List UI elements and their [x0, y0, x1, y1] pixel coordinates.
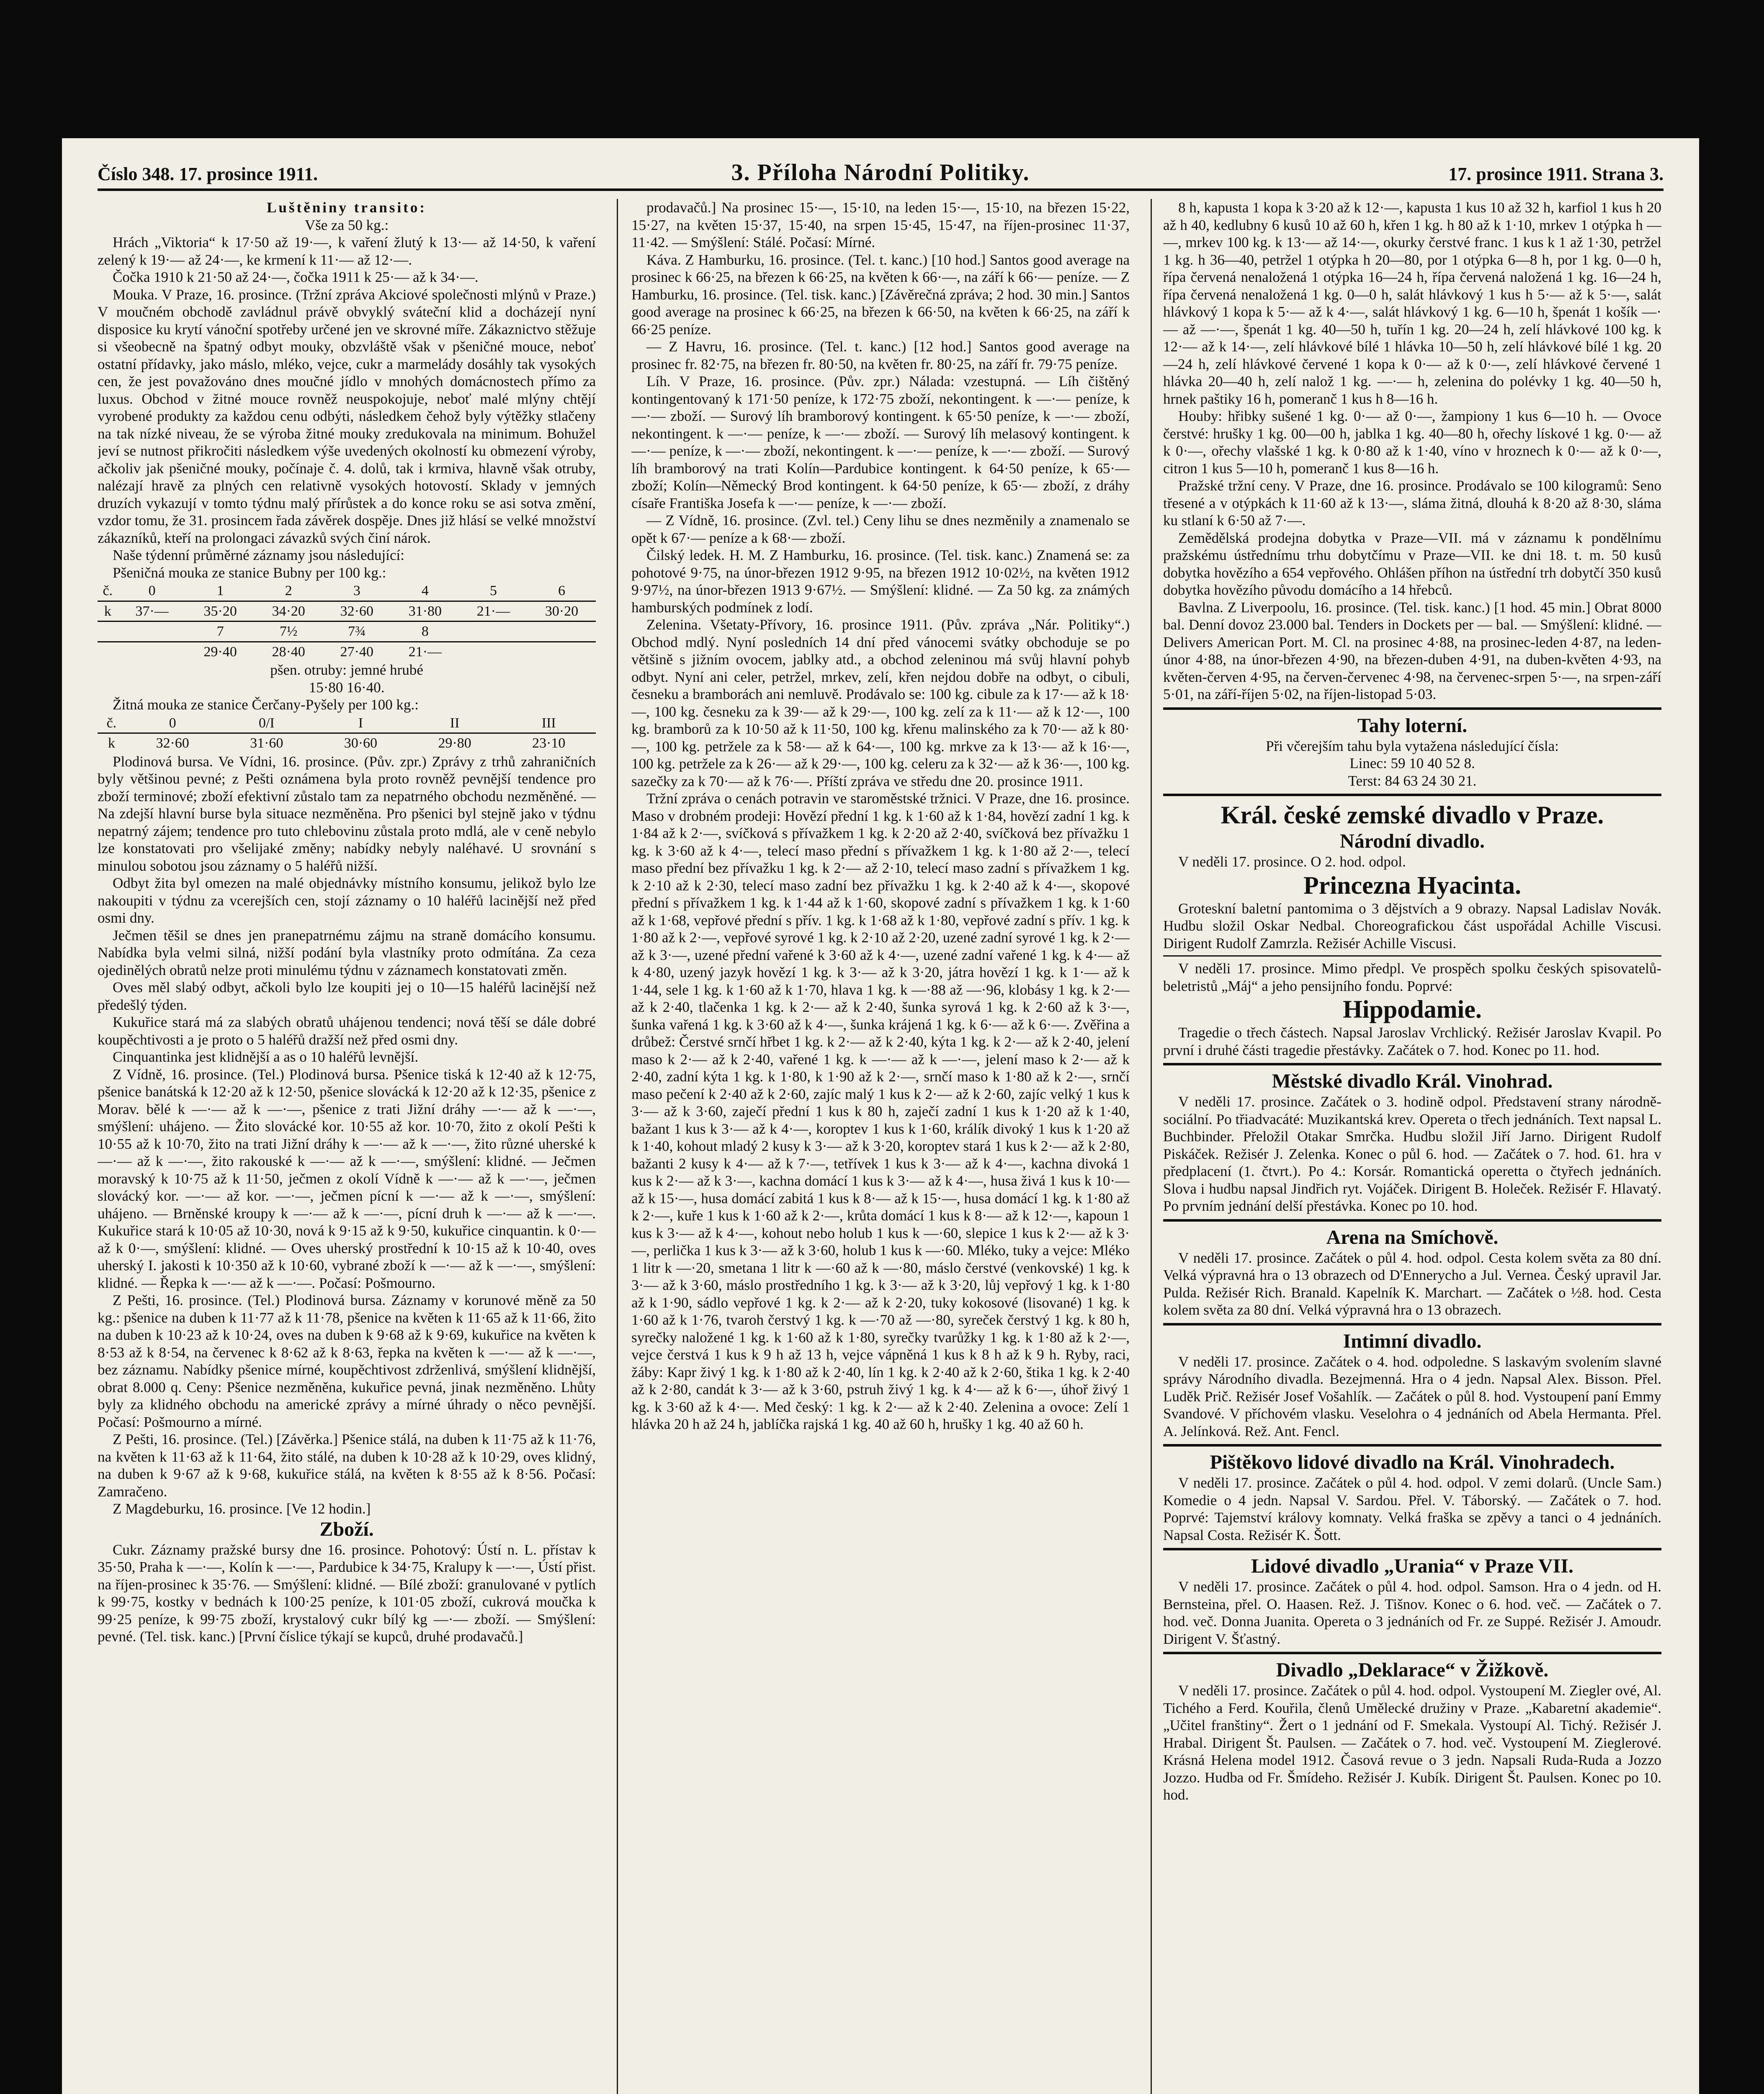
theatre-listing: V neděli 17. prosince. Začátek o půl 4. hod. odpol. Samson. Hra o 4 jedn. od H. Bernsteina, přel. O. Haasen. Rež. J. Tišnov. Konec o 6. hod. več. — Začátek o 7. hod. več. Donna Juanita. Opereta o 3 jednáních od Fr. ze Suppé. Režisér J. Amoudr. Dirigent V. Šťastný. [1163, 1578, 1661, 1647]
section-title-lottery: Tahy loterní. [1357, 714, 1468, 737]
table-cell: 4 [391, 581, 459, 601]
table-cell: 5 [459, 581, 528, 601]
table-cell: 31·80 [391, 601, 459, 621]
wheat-flour-table [98, 581, 596, 661]
article-vienna-spirits: — Z Vídně, 16. prosince. (Zvl. tel.) Ceny lihu se dnes nezměnily a znamenalo se opět k 67·— peníze a k 68·— zboží. [631, 512, 1130, 546]
article-nitrate: Čilský ledek. H. M. Z Hamburku, 16. prosince. (Tel. tisk. kanc.) Znamená se: za pohotové 9·75, na únor-březen 1912 9·95, na březen 1912 10·02½, na květen 1912 9·97½, na únor-březen 1913 9·67½. — Smýšlení: klidné. — Za 50 kg. za známých hamburských podmínek z lodí. [631, 547, 1130, 616]
theatre-heading: Král. české zemské divadlo v Praze. [1221, 801, 1604, 829]
rye-flour-table [98, 714, 596, 753]
table-cell: 21·— [408, 644, 442, 660]
article-pest-bourse: Z Pešti, 16. prosince. (Tel.) Plodinová bursa. Záznamy v korunové měně za 50 kg.: pšenice na duben k 11·77 až k 11·78, pšenice na květen k 11·65 až k 11·66, žito na duben k 10·23 až k 10·24, oves na duben k 9·68 až k 9·69, kukuřice na květen k 8·53 až k 8·54, na červenec k 8·62 až k 8·63, řepka na květen k —·— až k —·—, bez záznamu. Nabídky pšenice mírné, koupěchtivost zdrženlivá, smýšlení klidnější, obrat 8.000 q. Ceny: Pšenice nezměněna, kukuřice pevná, jinak nezměněno. Lhůty byly za klidného obchodu na americké zprávy a mírné úhrady o něco pevnější. Počasí: Pošmourno a mírné. [98, 1292, 596, 1430]
table-cell: 1 [186, 581, 255, 601]
theatre-name: Národní divadlo. [1340, 830, 1485, 852]
issue-number: Číslo 348. 17. prosince 1911. [98, 164, 318, 184]
table-cell: k [108, 735, 115, 751]
column-2 [631, 199, 1130, 2094]
article-plodinova-bursa: Plodinová bursa. Ve Vídni, 16. prosince. (Pův. zpr.) Zprávy z trhů zahraničních byly většinou pevné; z Pešti oznámena byla proto rovněž pevnější tendence pro zboží terminové; zboží efektivní zůstalo tam za nepatrného obchodu nezměněné. — Na zdejší hlavní burse byla situace nezměněna. Pro pšenici byl stejně jako v týdnu nepatrný zájem; tendence pro tuto chlebovinu zůstala proto mdlá, ale v ceně nebylo lze konstatovati pro všelijaké změny; nabídky nebyly naléhavé. U srovnání s minulou sobotou jsou záznamy o 5 haléřů nižší. [98, 753, 596, 874]
column-3 [1163, 199, 1661, 2094]
article-sugar: Cukr. Záznamy pražské bursy dne 16. prosince. Pohotový: Ústí n. L. přístav k 35·50, Praha k —·—, Kolín k —·—, Pardubice k 34·75, Kralupy k —·—, Ústí přist. na říjen-prosinec k 35·76. — Smýšlení: klidné. — Bílé zboží: granulované v pytlích k 99·75, kostky v bednách k 100·25 peníze, k 101·05 zboží, cukrová moučka k 99·25 peníze, k 99·75 zboží, krystalový cukr bílý kg —·— zboží. — Smýšlení: pevné. (Tel. tisk. kanc.) [První číslice týkají se kupců, druhé prodavačů.] [98, 1541, 596, 1645]
theatre-listing: V neděli 17. prosince. Začátek o 3. hodině odpol. Představení strany národně-sociální. Po třiadvacáté: Muzikantská krev. Opereta o třech jednáních. Text napsal L. Buchbinder. Přeložil Otakar Smrčka. Hudbu složil Jiří Jarno. Dirigent Rudolf Piskáček. Režisér J. Zelenka. Konec o půl 6. hod. — Začátek o 7. hod. 61. hra v předplacení (1. čtvrt.). Po 4.: Korsár. Romantická operetta o čtyřech jednáních. Slova i hudbu napsal Jindřich ryt. Vojáček. Dirigent B. Holeček. Režisér F. Hlavatý. Po prvním jednání delší přestávka. Konec po 10. hod. [1163, 1093, 1661, 1214]
play-title: Hippodamie. [1343, 995, 1482, 1023]
article-mushrooms-fruit: Houby: hřibky sušené 1 kg. 0·— až 0·—, žampiony 1 kus 6—10 h. — Ovoce čerstvé: hrušky 1 kg. 00—00 h, jablka 1 kg. 40—80 h, ořechy lískové 1 kg. 0·— až k 0·—, ořechy vlašské 1 kg. k 0·80 až k 1·40, víno v hroznech k 0·— až k 0·—, citron 1 kus 5—10 h, pomeranč 1 kus 8—16 h. [1163, 408, 1661, 477]
table-cell: 34·20 [255, 601, 323, 621]
theatre-listing: V neděli 17. prosince. Začátek o půl 4. hod. odpol. Cesta kolem světa za 80 dní. Velká výpravná hra o 13 obrazech od D'Ennerycho a Jul. Vernea. Český upravil Jar. Pulda. Režisér Rich. Branald. Kapelník K. Marchart. — Začátek o ½8. hod. Cesta kolem světa za 80 dní. Velká výpravná hra o 13 obrazech. [1163, 1249, 1661, 1318]
lottery-linz: Linec: 59 10 40 52 8. [1349, 755, 1475, 771]
theatre-name: Lidové divadlo „Urania“ v Praze VII. [1251, 1555, 1573, 1577]
table-cell: 31·60 [250, 735, 283, 751]
table-cell: 7½ [255, 621, 323, 642]
article-paragraph: Naše týdenní průměrné záznamy jsou následující: [113, 547, 404, 563]
lottery-trieste: Terst: 84 63 24 30 21. [1348, 772, 1477, 789]
theatre-listing: V neděli 17. prosince. O 2. hod. odpol. [1178, 854, 1406, 870]
article-magdeburg: Z Magdeburku, 16. prosince. [Ve 12 hodin.] [113, 1501, 371, 1517]
section-rule [1163, 707, 1661, 710]
article-cattle: Zemědělská prodejna dobytka v Praze—VII. má v záznamu k pondělnímu pražskému ústřednímu trhu dobytčímu v Praze—VII. ke dni 18. t. m. 50 kusů dobytka hovězího a 654 vepřového. Ohlášen příhon na ústřední trh dobytčí 350 kusů dobytka hovězího původu domácího a 14 hřebců. [1163, 529, 1661, 598]
table-cell: 35·20 [186, 601, 255, 621]
table-cell: 32·60 [323, 601, 391, 621]
article-paragraph: Kukuřice stará má za slabých obratů uhájenou tendenci; nová těší se dále dobré koupěchtivosti a je proto o 5 haléřů dražší než před osmi dny. [98, 1014, 596, 1048]
table-cell: 30·60 [344, 735, 378, 751]
table-cell: 0/I [219, 714, 314, 733]
table-cell: 3 [323, 581, 391, 601]
bran-heading: pšen. otruby: jemné hrubé [270, 662, 423, 678]
theatre-listing: V neděli 17. prosince. Začátek o půl 4. hod. odpol. V zemi dolarů. (Uncle Sam.) Komedie o 4 jedn. Napsal V. Sardou. Přel. V. Táborský. — Začátek o 7. hod. Poprvé: Tajemství královy komnaty. Velká fraška se zpěvy a tanci o 4 jednáních. Napsal Costa. Režisér K. Šott. [1163, 1475, 1661, 1543]
section-title-lusteniny: Luštěniny transito: [267, 199, 427, 216]
table-cell: k [98, 601, 118, 621]
section-rule [1163, 1063, 1661, 1065]
article-havre: — Z Havru, 16. prosince. (Tel. t. kanc.) [12 hod.] Santos good average na prosinec fr. 82·75, na březen fr. 80·50, na květen fr. 80·25, na září fr. 79·75 peníze. [631, 338, 1130, 372]
newspaper-page [62, 138, 1699, 2094]
table-cell: 7 [186, 621, 255, 642]
table-cell: I [314, 714, 408, 733]
table-cell: č. [98, 581, 118, 601]
table-cell: 29·80 [438, 735, 471, 751]
article-spirits: Líh. V Praze, 16. prosince. (Pův. zpr.) Nálada: vzestupná. — Líh čištěný kontingentovaný k 171·50 peníze, k 172·75 zboží, nekontingent. k —·— peníze, k —·— zboží. — Surový líh bramborový kontingent. k 65·50 peníze, k —·— zboží, nekontingent. k —·— peníze, k —·— zboží. — Surový líh melasový kontingent. k —·— peníze, k —·— zboží, nekontingent. k —·— peníze, k —·— zboží. — Surový líh bramborový na trati Kolín—Pardubice kontingent. k 64·50 peníze, k 65·— zboží; Kolín—Německý Brod kontingent. k 64·50 peníze, k 65·— zboží, z dráhy císaře Františka Josefa k —·— peníze, k —·— zboží. [631, 373, 1130, 511]
supplement-title: 3. Příloha Národní Politiky. [731, 160, 1030, 186]
article-cocka: Čočka 1910 k 21·50 až 24·—, čočka 1911 k 25·— až k 34·—. [113, 269, 479, 285]
theatre-listing: Tragedie o třech částech. Napsal Jaroslav Vrchlický. Režisér Jaroslav Kvapil. Po první i druhé části tragedie přestávky. Začátek o 7. hod. Konec po 11. hod. [1163, 1024, 1661, 1058]
article-market-prices: Tržní zpráva o cenách potravin ve staroměstské tržnici. V Praze, dne 16. prosince. Maso v drobném prodeji: Hovězí přední 1 kg. k 1·60 až k 1·84, hovězí zadní 1 kg. k 1·84 až k 2·—, svíčková s přívažkem 1 kg. k 2·20 až 2·40, svíčková bez přívažku 1 kg. k 3·60 až k 4·—, telecí maso přední s přívažkem 1 kg. k 1·80 až 2·—, telecí maso přední bez přívažku 1 kg. k 2·— až 2·10, telecí maso zadní s přívažkem 1 kg. k 2·10 až k 2·30, telecí maso zadní bez přívažku 1 kg. k 2·40 až k 4·—, skopové přední s přívažkem 1 kg. k 1·44 až k 1·60, skopové zadní s přívažkem 1 kg. k 1·60 až k 1·68, vepřové přední s přív. 1 kg. k 1·68 až k 1·80, vepřové zadní s přív. 1 kg. k 1·80 až k 2·—, vepřové syrové 1 kg. k 2·10 až 2·20, uzené zadní syrové 1 kg. k 2·— až k 3·—, uzené přední vařené k 3·60 až k 4·—, uzené zadní vařené 1 kg. k 4·— až k 4·80, uzený jazyk hovězí 1 kg. k 3·— až k 3·20, játra hovězí 1 kg. k 1·— až k 1·44, sele 1 kg. k 1·60 až k 1·70, hlava 1 kg. k —·88 až —·96, klobásy 1 kg. k 2·— až k 2·40, tlačenka 1 kg. k 2·— až k 2·40, šunka syrová 1 kg. k 2·60 až k 3·—, šunka vařená 1 kg. k 3·60 až k 4·—, šunka krájená 1 kg. k 6·— až k 6·—. Zvěřina a drůbež: Čerstvé srnčí hřbet 1 kg. k 2·— až k 2·40, kýta 1 kg. k 2·— až k 2·40, jelení maso k 2·— až k 2·40, vařené 1 kg. k —·— až k —·—, jelení maso k 2·— až k 2·40, zadní kýta 1 kg. k 1·80, k 1·90 až k 2·—, srnčí maso k 1·80 až k 2·—, srnčí maso pečení k 2·40 až k 2·60, zajíc malý 1 kus k 2·— až k 2·60, zajíc velký 1 kus k 3·— až k 3·60, zaječí přední 1 kus k 80 h, zaječí zadní 1 kus k 1·20 až k 1·40, bažant 1 kus k 3·— až k 4·—, koroptev 1 kus k 1·60, králík divoký 1 kus k 1·20 až k 1·40, kohout mladý 2 kusy k 3·— až k 3·20, koroptev stará 1 kus k 2·— až k 2·80, bažanti 2 kusy k 4·— až k 7·—, tetřívek 1 kus k 3·— až k 4·—, kachna divoká 1 kus k 2·— až k 3·—, kachna domácí 1 kus k 3·— až k 4·—, husa živá 1 kus k 10·— až k 15·—, husa domácí zabitá 1 kus k 8·— až k 15·—, husa domácí 1 kg. k 1·80 až k 2·—, kuře 1 kus k 1·60 až k 2·—, krůta domácí 1 kus k 8·— až k 12·—, kapoun 1 kus k 3·— až k 4·—, kohout nebo holub 1 kus k —·60, slepice 1 kus k 2·— až k 3·—, perlička 1 kus k 3·— až k 3·60, holub 1 kus k —·60. Mléko, tuky a vejce: Mléko 1 litr k —·20, smetana 1 litr k —·60 až k —·80, máslo čerstvé (venkovské) 1 kg. k 3·— až k 3·60, máslo prostředního 1 kg. k 3·— až k 3·20, lůj vepřový 1 kg. k 1·80 až k 1·90, sádlo vepřové 1 kg. k 2·— až k 2·20, tuky kokosové (lisované) 1 kg. k 1·60 až k 1·76, tvaroh čerstvý 1 kg. k —·70 až —·80, syreček čerstvý 1 kg. k 80 h, syrečky naložené 1 kg. k 1·60 až k 1·80, syrečky tvarůžky 1 kg. k 1·80 až k 2·—, vejce čerstvá 1 kus k 9 h až 13 h, vejce vápněná 1 kus k 8 h až k 9 h. Ryby, raci, žáby: Kapr živý 1 kg. k 1·80 až k 2·40, lín 1 kg. k 2·40 až k 2·60, štika 1 kg. k 2·40 až k 2·80, candát k 3·— až k 3·60, pstruh živý 1 kg. k 4·— až k 6·—, úhoř živý 1 kg. k 3·60 až k 4·—. Med český: 1 kg. k 2·— až k 2·40. Zelenina a ovoce: Zelí 1 hlávka 20 h až 24 h, jablíčka rajská 1 kg. 40 až 60 h, hrušky 1 kg. 40 až 60 h. [631, 790, 1130, 1432]
page-header [98, 155, 1664, 191]
section-rule [1163, 1444, 1661, 1447]
section-rule [1163, 1652, 1661, 1654]
lottery-intro: Při včerejším tahu byla vytažena následující čísla: [1266, 738, 1559, 754]
table-cell: 37·— [118, 601, 186, 621]
table-cell: II [408, 714, 502, 733]
article-prague-market: Pražské tržní ceny. V Praze, dne 16. prosince. Prodávalo se 100 kilogramů: Seno třesené a v otýpkách k 11·60 až k 13·—, sláma žitná, dlouhá k 8·20 až 8·30, sláma ku stlaní k 6·50 až 7·—. [1163, 477, 1661, 529]
section-rule [1163, 1219, 1661, 1222]
page-number: 17. prosince 1911. Strana 3. [1448, 164, 1664, 184]
section-title-zbozi: Zboží. [319, 1518, 374, 1540]
divider [1163, 955, 1661, 957]
column-divider [617, 199, 618, 2094]
theatre-name: Městské divadlo Král. Vinohrad. [1272, 1070, 1553, 1092]
table-cell: 27·40 [340, 644, 373, 660]
article-paragraph: Oves měl slabý odbyt, ačkoli bylo lze koupiti jej o 10—15 haléřů lacinější než předešlý týden. [98, 979, 596, 1013]
article-pest-closing: Z Pešti, 16. prosince. (Tel.) [Závěrka.] Pšenice stálá, na duben k 11·75 až k 11·76, na květen k 11·63 až k 11·64, žito stálé, na duben k 10·28 až k 10·29, oves klidný, na duben k 9·67 až k 9·68, kukuřice stálá, na květen k 8·55 až k 8·56. Počasí: Zamračeno. [98, 1431, 596, 1500]
article-vegetables: Zelenina. Všetaty-Přívory, 16. prosince 1911. (Pův. zpráva „Nár. Politiky“.) Obchod mdlý. Nyní posledních 14 dní před vánocemi svátky obchoduje se po většině s jižním ovocem, jablky atd., a obchod zeleninou má svůj hlavní pohyb odbyt. Nyní ani celer, petržel, mrkev, zelí, křen nejdou dobře na odbyt, o cibuli, česneku a bramborách ani nemluvě. Prodávalo se: 100 kg. cibule za k 17·— až k 18·—, 100 kg. česneku za k 39·— až k 29·—, 100 kg. zelí za k 11·— až k 12·—, 100 kg. bramborů za k 10·50 až k 11·50, 100 kg. křenu malinského za k 70·— až k 80·—, 100 kg. petržele za k 58·— až k 64·—, 100 kg. mrkve za k 13·— až k 16·—, 100 kg. petržele za k 26·— až k 29·—, 100 kg. celeru za k 32·— až k 36·—, 100 kg. sazečky za k 70·— až k 76·—. Příští zpráva ve středu dne 20. prosince 1911. [631, 616, 1130, 789]
section-rule [1163, 1323, 1661, 1326]
table-caption: Žitná mouka ze stanice Čerčany-Pyšely per 100 kg.: [113, 696, 419, 713]
theatre-listing: V neděli 17. prosince. Začátek o půl 4. hod. odpol. Vystoupení M. Ziegler ové, Al. Tichého a Ferd. Kouřila, členů Umělecké družiny v Praze. „Kabaretní akademie“. „Učitel franštiny“. Žert o 1 jednání od F. Smekala. Vystoupí Al. Tichý. Režisér J. Hrabal. Dirigent Št. Paulsen. — Začátek o 7. hod. več. Vystoupení M. Zieglerové. Krásná Helena model 1912. Časová revue o 3 jedn. Napsali Ruda-Ruda a Jozzo Jozzo. Hudba od Fr. Šmídeho. Režisér J. Kubík. Dirigent Št. Paulsen. Konec po 10. hod. [1163, 1682, 1661, 1803]
table-caption: Pšeničná mouka ze stanice Bubny per 100 kg.: [113, 564, 386, 581]
article-vienna-bourse: Z Vídně, 16. prosince. (Tel.) Plodinová bursa. Pšenice tiská k 12·40 až k 12·75, pšenice banátská k 12·20 až k 12·50, pšenice slovácká k 12·20 až k 12·35, pšenice z Morav. bělé k —·— až k —·—, pšenice z trati Jižní dráhy —·— až k —·—, smýšlení: uhájeno. — Žito slovácké kor. 10·55 až kor. 10·70, žito z okolí Pešti k 10·55 až k 10·70, žito na trati Jižní dráhy k —·— až k —·—, žito různé uherské k —·— až k —·—, žito rakouské k —·— až k —·—, smýšlení: klidné. — Ječmen moravský k 10·75 až k 11·50, ječmen z okolí Vídně k —·— až k —·—, ječmen slovácký kor. —·— až kor. —·—, ječmen pícní k —·— až k —·—, smýšlení: uhájeno. — Brněnské kroupy k —·— až k —·—, pícní druh k —·— až k —·—. Kukuřice stará k 10·05 až 10·30, nová k 9·15 až k 9·50, kukuřice cinquantin. k 0·— až k 0·—, smýšlení: klidné. — Oves uherský prostřední k 10·15 až k 10·40, oves uherský I. jakosti k 10·350 až k 10·60, vybrané zboží k —·— až k —·—, smýšlení: klidné. — Řepka k —·— až k —·—. Počasí: Pošmourno. [98, 1066, 596, 1291]
column-divider [1151, 199, 1152, 2094]
article-continuation: 8 h, kapusta 1 kopa k 3·20 až k 12·—, kapusta 1 kus 10 až 32 h, karfiol 1 kus h 20 až h 40, kedlubny 6 kusů 10 až 60 h, křen 1 kg. h 80 až k 1·10, mrkev 1 otýpka h — —, mrkev 100 kg. k 13·— až 14·—, okurky čerstvé franc. 1 kus k 1 až 1·30, petržel 1 kg. h 36—40, petržel 1 otýpka h 20—80, por 1 otýpka 6—8 h, por 1 kg. 0—0 h, řípa červená nenaložená 1 otýpka 16—24 h, řípa červená naložená 1 kg. 16—24 h, řípa červená nenaložená 1 kg. 0—0 h, salát hlávkový 1 kus h 5·— až k 5·—, salát hlávkový 1 kopa k 5·— až k 4·—, salát hlávkový 1 kg. 6—10 h, špenát 1 košík —·— až —·—, špenát 1 kg. 40—50 h, tuřín 1 kg. 20—24 h, zelí hlávkové 100 kg. k 12·— až k 14·—, zelí hlávkové bílé 1 hlávka 10—50 h, zelí hlávkové bílé 1 kg. 20—24 h, zelí hlávkové červené 1 kopa k 0·— až k 0·—, zelí hlávkové červené 1 hlávka 20—40 h, zelí nalož 1 kg. —·— h, zelenina do polévky 1 kg. 40—50 h, hrnek paštiky 16 h, pomeranč 1 kus h 8—16 h. [1163, 199, 1661, 407]
table-cell: 8 [391, 621, 459, 642]
table-cell: 28·40 [272, 644, 305, 660]
table-cell: 2 [255, 581, 323, 601]
article-paragraph: Ječmen těšil se dnes jen pranepatrnému zájmu na straně domácího konsumu. Nabídka byla velmi silná, nižší podání byla vlastníky proto odmítána. Za ceza ojedinělých obratů nelze proti minulému týdnu v záznamech konstatovati změn. [98, 927, 596, 978]
table-cell: III [502, 714, 596, 733]
play-title: Princezna Hyacinta. [1303, 871, 1521, 899]
theatre-name: Divadlo „Deklarace“ v Žižkově. [1276, 1659, 1549, 1681]
section-rule [1163, 1548, 1661, 1550]
theatre-name: Pištěkovo lidové divadlo na Král. Vinohradech. [1210, 1451, 1615, 1473]
table-cell: 0 [126, 714, 220, 733]
section-rule [1163, 794, 1661, 796]
column-1 [98, 199, 596, 2094]
theatre-listing: Groteskní baletní pantomima o 3 dějstvích a 9 obrazy. Napsal Ladislav Novák. Hudbu složil Oskar Nedbal. Choreografickou část uspořádal Achille Viscusi. Dirigent Rudolf Zamrzla. Režisér Achille Viscusi. [1163, 900, 1661, 952]
table-cell: 29·40 [203, 644, 237, 660]
table-cell: č. [98, 714, 126, 733]
bran-values: 15·80 16·40. [309, 679, 385, 696]
theatre-name: Intimní divadlo. [1343, 1330, 1482, 1352]
table-cell: 6 [528, 581, 596, 601]
article-mouka: Mouka. V Praze, 16. prosince. (Tržní zpráva Akciové společnosti mlýnů v Praze.) V moučném obchodě zavládnul právě obvyklý sváteční klid a docházejí nyní disposice ku krytí vánoční spotřeby určené jen ve skrovné míře. Zákaznictvo stěžuje si všeobecně na špatný odbyt mouky, obzvláště však v pšeničné mouce, neboť ostatní přídavky, jako máslo, mléko, vejce, cukr a marmelády dosáhly tak vysokých cen, že jest považováno dnes moučné jídlo v mnohých domácnostech přímo za luxus. Obchod v žitné mouce rovněž neuspokojuje, neboť malé mlýny chtějí vyrobené produkty za každou cenu odbýti, následkem čehož byly výtěžky stlačeny na tak nízké niveau, že se výroba žitné mouky zredukovala na minimum. Bohužel jeví se nutnost přikročiti následkem výše uvedených okolností ku obmezení výroby, ačkoliv jak pšeničné mouky, počínaje č. 4. dolů, tak i krmiva, hlavně však otruby, nalézají hravě za plných cen relativně vysokých hotovostí. Sklady v jemných druzích vykazují v tomto týdnu malý přírůstek a do konce roku se asi sotva změní, vzdor tomu, že 31. prosincem řada závěrek dospěje. Dnes již hlásí se velké množství zákazníků, kteří na prolongaci závazků svých činí nárok. [98, 286, 596, 546]
article-coffee: Káva. Z Hamburku, 16. prosince. (Tel. t. kanc.) [10 hod.] Santos good average na prosinec k 66·25, na březen k 66·25, na květen k 66·—, na září k 66·— peníze. — Z Hamburku, 16. prosince. (Tel. tisk. kanc.) [Závěrečná zpráva; 2 hod. 30 min.] Santos good average na prosinec k 66·25, na březen k 66·50, na květen k 66·25, na září k 66·25 peníze. [631, 251, 1130, 338]
theatre-listing: V neděli 17. prosince. Začátek o 4. hod. odpoledne. S laskavým svolením slavné správy Národního divadla. Bezejmenná. Hra o 4 jedn. Napsal Alex. Bisson. Přel. Luděk Prič. Režisér Josef Vošahlík. — Začátek o půl 8. hod. Vystoupení paní Emmy Svandové. V příchovém vlasku. Veselohra o 4 jednáních od Abela Hermanta. Přel. A. Jelínková. Rež. Ant. Fencl. [1163, 1353, 1661, 1439]
table-cell: 23·10 [532, 735, 566, 751]
table-cell: 21·— [459, 601, 528, 621]
subtitle: Vše za 50 kg.: [304, 217, 389, 233]
table-cell: 30·20 [528, 601, 596, 621]
theatre-listing: V neděli 17. prosince. Mimo předpl. Ve prospěch spolku českých spisovatelů-beletristů „Máj“ a jeho pensijního fondu. Poprvé: [1163, 960, 1661, 994]
article-paragraph: Odbyt žita byl omezen na malé objednávky místního konsumu, jelikož bylo lze nakoupiti v týdnu za vcerejších cen, stojí záznamy o 10 haléřů lacinější než před osmi dny. [98, 875, 596, 926]
article-continuation: prodavačů.] Na prosinec 15·—, 15·10, na leden 15·—, 15·10, na březen 15·22, 15·27, na květen 15·37, 15·40, na srpen 15·45, 15·47, na říjen-prosinec 11·37, 11·42. — Smýšlení: Stálé. Počasí: Mírné. [631, 199, 1130, 250]
article-hrach: Hrách „Viktoria“ k 17·50 až 19·—, k vaření žlutý k 13·— až 14·50, k vaření zelený k 19·— až 24·—, ke krmení k 11·— až 12·—. [98, 234, 596, 268]
article-paragraph: Cinquantinka jest klidnější a as o 10 haléřů levnější. [113, 1049, 418, 1065]
theatre-name: Arena na Smíchově. [1326, 1226, 1499, 1248]
article-cotton: Bavlna. Z Liverpoolu, 16. prosince. (Tel. tisk. kanc.) [1 hod. 45 min.] Obrat 8000 bal. Denní dovoz 23.000 bal. Tenders in Dockets per — bal. — Smýšlení: klidné. — Delivers American Port. M. Cl. na prosinec 4·88, na prosinec-leden 4·87, na leden-únor 4·88, na únor-březen 4·90, na březen-duben 4·91, na duben-květen 4·93, na květen-červen 4·95, na červen-červenec 4·98, na červenec-srpen 5·—, na srpen-září 5·01, na září-říjen 5·02, na říjen-listopad 5·03. [1163, 599, 1661, 702]
table-cell: 32·60 [156, 735, 189, 751]
table-cell: 0 [118, 581, 186, 601]
table-cell: 7¾ [323, 621, 391, 642]
